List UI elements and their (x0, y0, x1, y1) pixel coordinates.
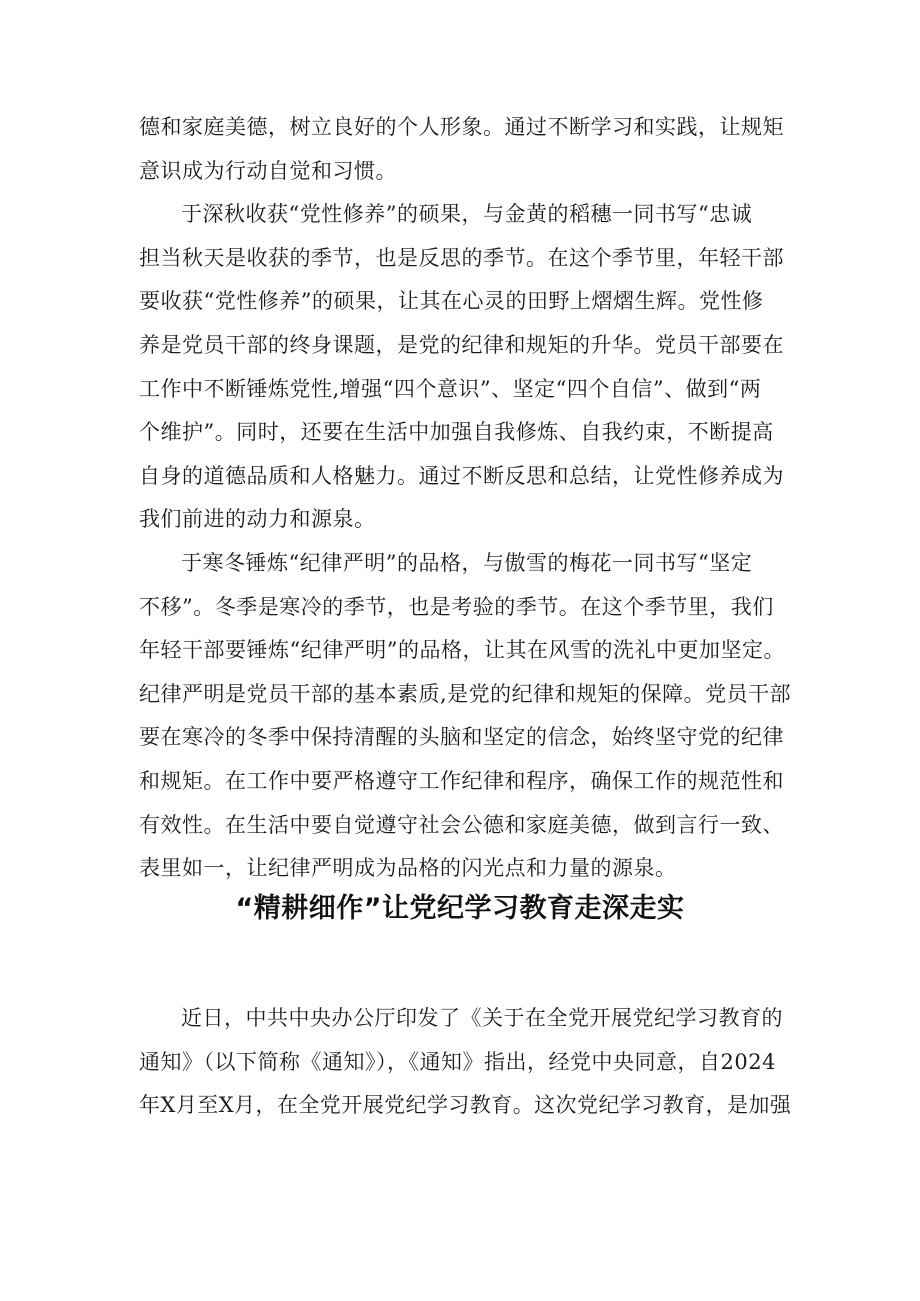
paragraph (139, 106, 791, 193)
text-line: 不移”。冬季是寒冷的季节，也是考验的季节。在这个季节里，我们 (139, 594, 774, 619)
text-line: 年X月至X月，在全党开展党纪学习教育。这次党纪学习教育，是加强 (139, 1093, 792, 1118)
text-line: 有效性。在生活中要自觉遵守社会公德和家庭美德，做到言行一致、 (139, 812, 784, 837)
paragraph (139, 542, 791, 891)
body-text-upper (139, 106, 791, 891)
text-line: 要收获“党性修养”的硕果，让其在心灵的田野上熠熠生辉。党性修 (139, 289, 764, 314)
body-text-lower (139, 997, 791, 1128)
text-line: 养是党员干部的终身课题，是党的纪律和规矩的升华。党员干部要在 (139, 332, 784, 357)
text-line: 通知》（以下简称《通知》），《通知》指出，经党中央同意，自2024 (139, 1049, 776, 1074)
text-line: 近日，中共中央办公厅印发了《关于在全党开展党纪学习教育的 (181, 1006, 783, 1030)
paragraph (139, 193, 791, 542)
text-line: 个维护”。同时，还要在生活中加强自我修炼、自我约束，不断提高 (139, 420, 774, 445)
text-line: 纪律严明是党员干部的基本素质,是党的纪律和规矩的保障。党员干部 (139, 681, 792, 706)
text-line: 我们前进的动力和源泉。 (139, 507, 376, 532)
text-line: 意识成为行动自觉和习惯。 (139, 158, 397, 183)
paragraph (139, 997, 791, 1128)
text-line: 于深秋收获“党性修养”的硕果，与金黄的稻穗一同书写“忠诚 (181, 202, 753, 227)
text-line: 和规矩。在工作中要严格遵守工作纪律和程序，确保工作的规范性和 (139, 768, 784, 793)
text-line: 自身的道德品质和人格魅力。通过不断反思和总结，让党性修养成为 (139, 463, 784, 488)
text-line: 年轻干部要锤炼“纪律严明”的品格，让其在风雪的洗礼中更加坚定。 (139, 638, 785, 663)
text-line: 表里如一，让纪律严明成为品格的闪光点和力量的源泉。 (139, 856, 677, 881)
article-title: “精耕细作”让党纪学习教育走深走实 (235, 893, 685, 924)
text-line: 工作中不断锤炼党性,增强“四个意识”、坚定“四个自信”、做到“两 (139, 376, 762, 401)
text-line: 德和家庭美德，树立良好的个人形象。通过不断学习和实践，让规矩 (139, 115, 784, 139)
text-line: 担当秋天是收获的季节，也是反思的季节。在这个季节里，年轻干部 (139, 245, 784, 270)
text-line: 要在寒冷的冬季中保持清醒的头脑和坚定的信念，始终坚守党的纪律 (139, 725, 784, 750)
text-line: 于寒冬锤炼“纪律严明”的品格，与傲雪的梅花一同书写“坚定 (181, 550, 753, 575)
